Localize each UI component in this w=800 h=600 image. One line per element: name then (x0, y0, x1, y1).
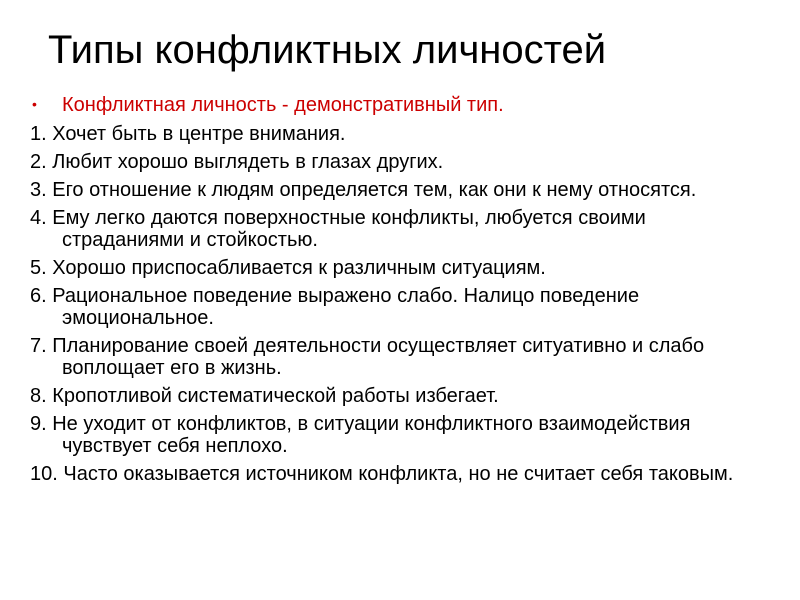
list-item-8: 8. Кропотливой систематической работы избегает. (30, 385, 499, 407)
bullet-heading-text: Конфликтная личность - демонстративный тип. (62, 94, 504, 116)
slide-content-list (30, 94, 770, 491)
list-item-3: 3. Его отношение к людям определяется тем, как они к нему относятся. (30, 179, 697, 201)
list-item-1: 1. Хочет быть в центре внимания. (30, 123, 346, 145)
list-item-7: 7. Планирование своей деятельности осуществляет ситуативно и слабо воплощает его в жизнь. (30, 335, 705, 379)
slide-title: Типы конфликтных личностей (48, 28, 607, 72)
list-item-2: 2. Любит хорошо выглядеть в глазах других. (30, 151, 444, 173)
list-item-5: 5. Хорошо приспосабливается к различным ситуациям. (30, 257, 546, 279)
list-item-6: 6. Рациональное поведение выражено слабо. Налицо поведение эмоциональное. (30, 285, 640, 329)
bullet-heading (30, 94, 770, 116)
list-item-4: 4. Ему легко даются поверхностные конфликты, любуется своими страданиями и стойкостью. (30, 207, 646, 251)
bullet-dot-icon: • (32, 96, 37, 112)
list-item-9: 9. Не уходит от конфликтов, в ситуации конфликтного взаимодействия чувствует себя неплохо. (30, 413, 691, 457)
list-item-10: 10. Часто оказывается источником конфликта, но не считает себя таковым. (30, 463, 734, 485)
